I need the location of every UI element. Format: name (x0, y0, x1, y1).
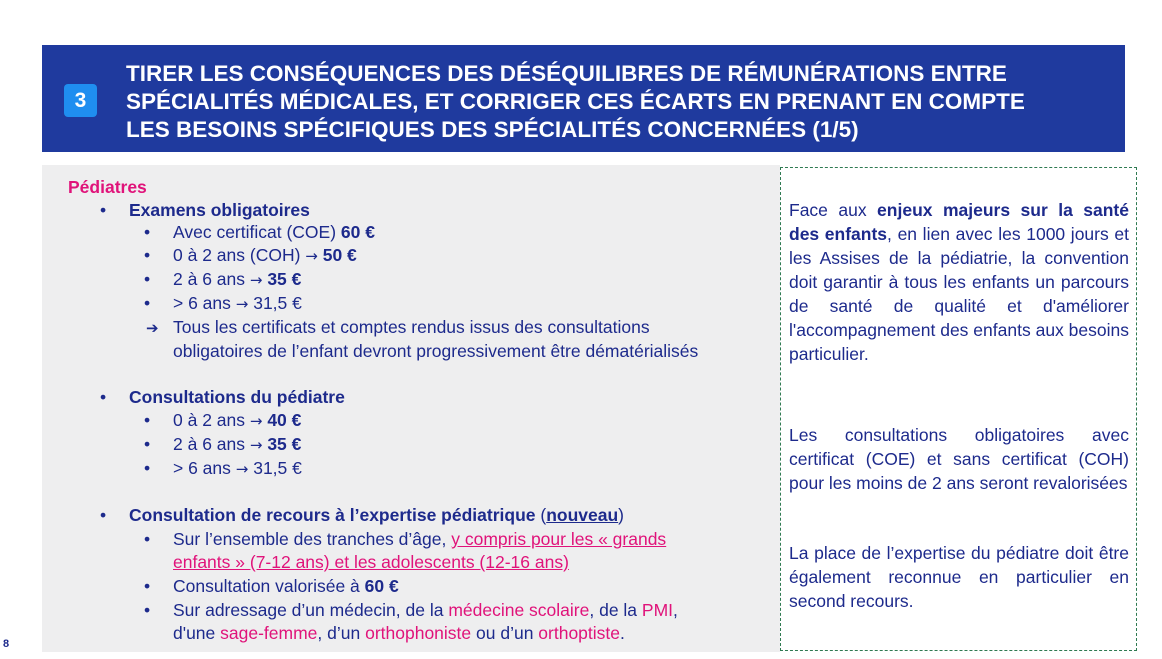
bullet: • (144, 222, 151, 242)
bullet: • (100, 505, 107, 525)
sec2-item-3: > 6 ans → 31,5 € (173, 458, 302, 478)
bullet: • (144, 293, 151, 313)
sec1-item-3: 2 à 6 ans → 35 € (173, 269, 302, 289)
bullet: • (144, 434, 151, 454)
bullet: • (144, 458, 151, 478)
arrow-right-icon: → (305, 247, 318, 265)
slide-title (126, 60, 1116, 144)
bullet: • (144, 245, 151, 265)
arrow-right-icon: → (249, 271, 263, 289)
summary-paragraph-1: Face aux enjeux majeurs sur la santé des enfants, en lien avec les 1000 jours et les Assises de la pédiatrie, la convention doit garantir à tous les enfants un parcours de santé de qualité et d'améliorer l'accompagnement des enfants aux besoins particulier. (789, 200, 1129, 364)
bullet: • (100, 200, 107, 220)
sec1-item-4: > 6 ans → 31,5 € (173, 293, 302, 313)
sec3-item-2: Consultation valorisée à 60 € (173, 576, 399, 596)
sec2-item-1: 0 à 2 ans → 40 € (173, 410, 302, 430)
section-number-badge: 3 (64, 84, 97, 117)
new-tag: nouveau (546, 505, 619, 525)
section-heading-pediatres: Pédiatres (68, 177, 147, 197)
bullet: • (144, 576, 151, 596)
bullet: • (144, 529, 151, 549)
bullet: • (144, 600, 151, 620)
arrow-right-icon: → (249, 436, 263, 454)
sec1-item-1: Avec certificat (COE) 60 € (173, 222, 375, 242)
sec3-item-1-line-2: enfants » (7-12 ans) et les adolescents (12-16 ans) (173, 552, 569, 572)
arrow-right-icon: → (235, 295, 249, 313)
sec1-title: Examens obligatoires (129, 200, 310, 220)
arrow-right-icon: → (249, 412, 263, 430)
sec3-item-1-line-1: Sur l’ensemble des tranches d’âge, y compris pour les « grands (173, 529, 667, 549)
page-number: 8 (3, 638, 10, 650)
sec3-item-3-line-2: d'une sage-femme, d’un orthophoniste ou d’un orthoptiste. (173, 623, 625, 643)
sec3-title: Consultation de recours à l’expertise pédiatrique (nouveau) (129, 505, 624, 525)
title-line-1: TIRER LES CONSÉQUENCES DES DÉSÉQUILIBRES DE RÉMUNÉRATIONS ENTRE (126, 61, 1007, 86)
bullet: • (100, 387, 107, 407)
arrow-right-icon: → (235, 460, 249, 478)
sec3-item-3-line-1: Sur adressage d’un médecin, de la médecine scolaire, de la PMI, (173, 600, 678, 620)
sec2-title: Consultations du pédiatre (129, 387, 345, 407)
summary-paragraph-2: Les consultations obligatoires avec certificat (COE) et sans certificat (COH) pour les moins de 2 ans seront revalorisées (789, 425, 1129, 493)
sec2-item-2: 2 à 6 ans → 35 € (173, 434, 302, 454)
summary-paragraph-3: La place de l’expertise du pédiatre doit être également reconnue en particulier en second recours. (789, 543, 1129, 611)
sec1-note-line-1: Tous les certificats et comptes rendus issus des consultations (173, 317, 650, 337)
bullet: • (144, 410, 151, 430)
sec1-note-line-2: obligatoires de l’enfant devront progressivement être dématérialisés (173, 341, 699, 361)
note-arrow-icon: ➔ (146, 319, 159, 337)
title-line-2: SPÉCIALITÉS MÉDICALES, ET CORRIGER CES ÉCARTS EN PRENANT EN COMPTE (126, 89, 1025, 114)
sec1-item-2: 0 à 2 ans (COH) → 50 € (173, 245, 357, 265)
bullet: • (144, 269, 151, 289)
title-line-3: LES BESOINS SPÉCIFIQUES DES SPÉCIALITÉS CONCERNÉES (1/5) (126, 117, 859, 142)
